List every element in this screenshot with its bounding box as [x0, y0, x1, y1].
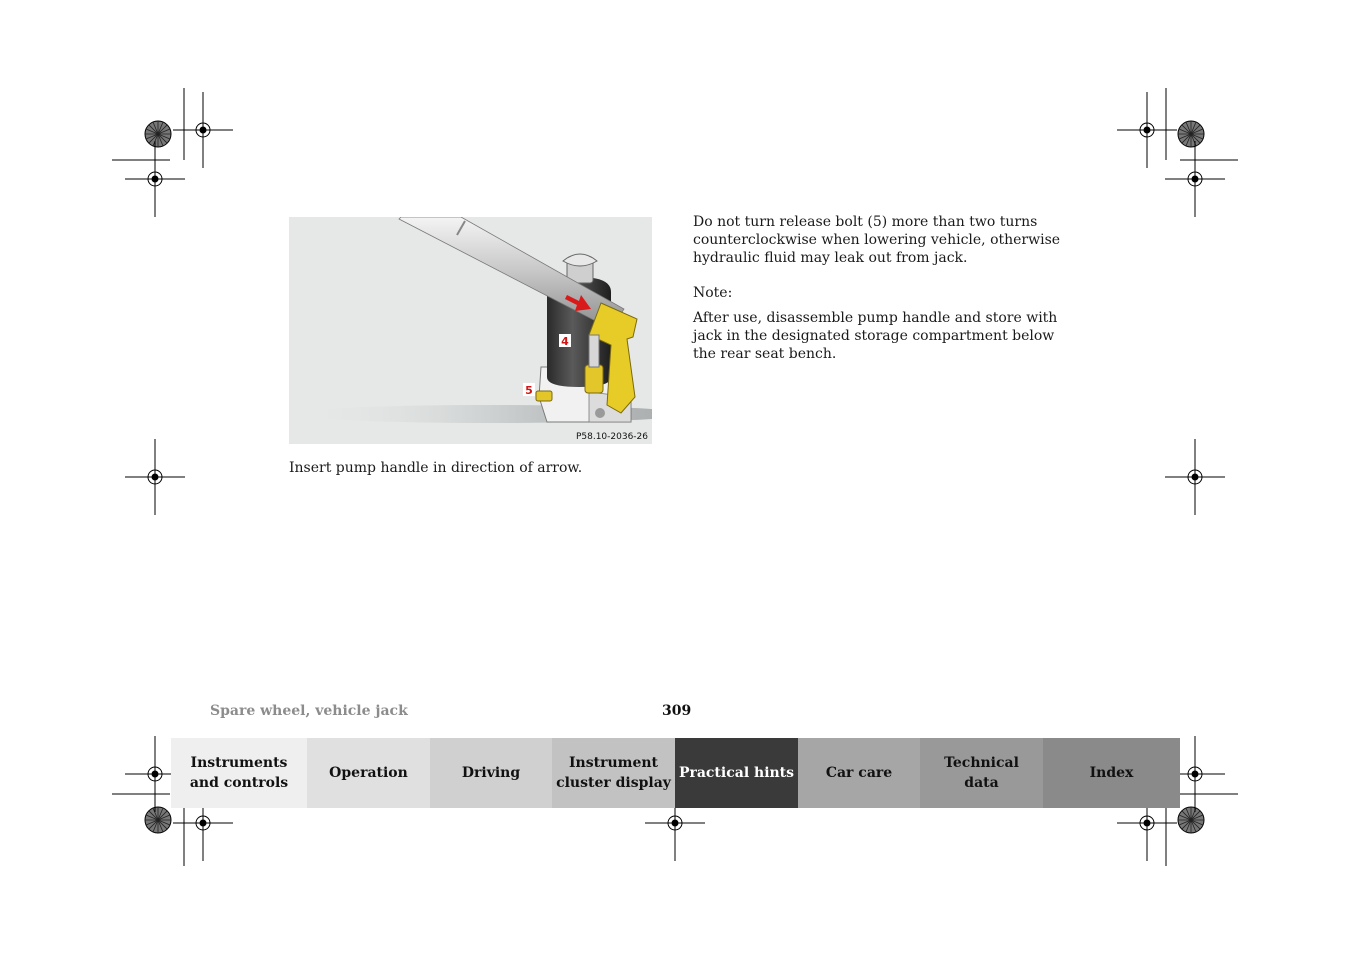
tab-operation[interactable]: Operation — [307, 738, 430, 808]
instruction-text — [693, 213, 1073, 380]
callout-4: 4 — [561, 335, 569, 348]
jack-illustration — [289, 217, 652, 444]
warning-paragraph: Do not turn release bolt (5) more than two turns counterclockwise when lowering vehicle, otherwise hydraulic fluid may leak out from jack. — [693, 214, 1061, 266]
note-label: Note: — [693, 285, 733, 301]
jack-drawing — [289, 217, 652, 444]
tab-driving[interactable]: Driving — [430, 738, 552, 808]
tab-practical-hints[interactable]: Practical hints — [675, 738, 798, 808]
chapter-tabs — [171, 738, 1180, 808]
tab-index[interactable]: Index — [1043, 738, 1180, 808]
callout-5: 5 — [525, 384, 533, 397]
figure-code: P58.10-2036-26 — [575, 432, 648, 442]
section-title: Spare wheel, vehicle jack — [210, 703, 408, 719]
tab-technical-data[interactable]: Technical data — [920, 738, 1043, 808]
tab-car-care[interactable]: Car care — [798, 738, 920, 808]
note-paragraph: After use, disassemble pump handle and store with jack in the designated storage compartment below the rear seat bench. — [693, 310, 1058, 362]
page-number: 309 — [662, 703, 692, 719]
figure-caption: Insert pump handle in direction of arrow. — [289, 460, 583, 476]
tab-instrument-cluster-display[interactable]: Instrument cluster display — [552, 738, 675, 808]
tab-instruments-and-controls[interactable]: Instruments and controls — [171, 738, 307, 808]
